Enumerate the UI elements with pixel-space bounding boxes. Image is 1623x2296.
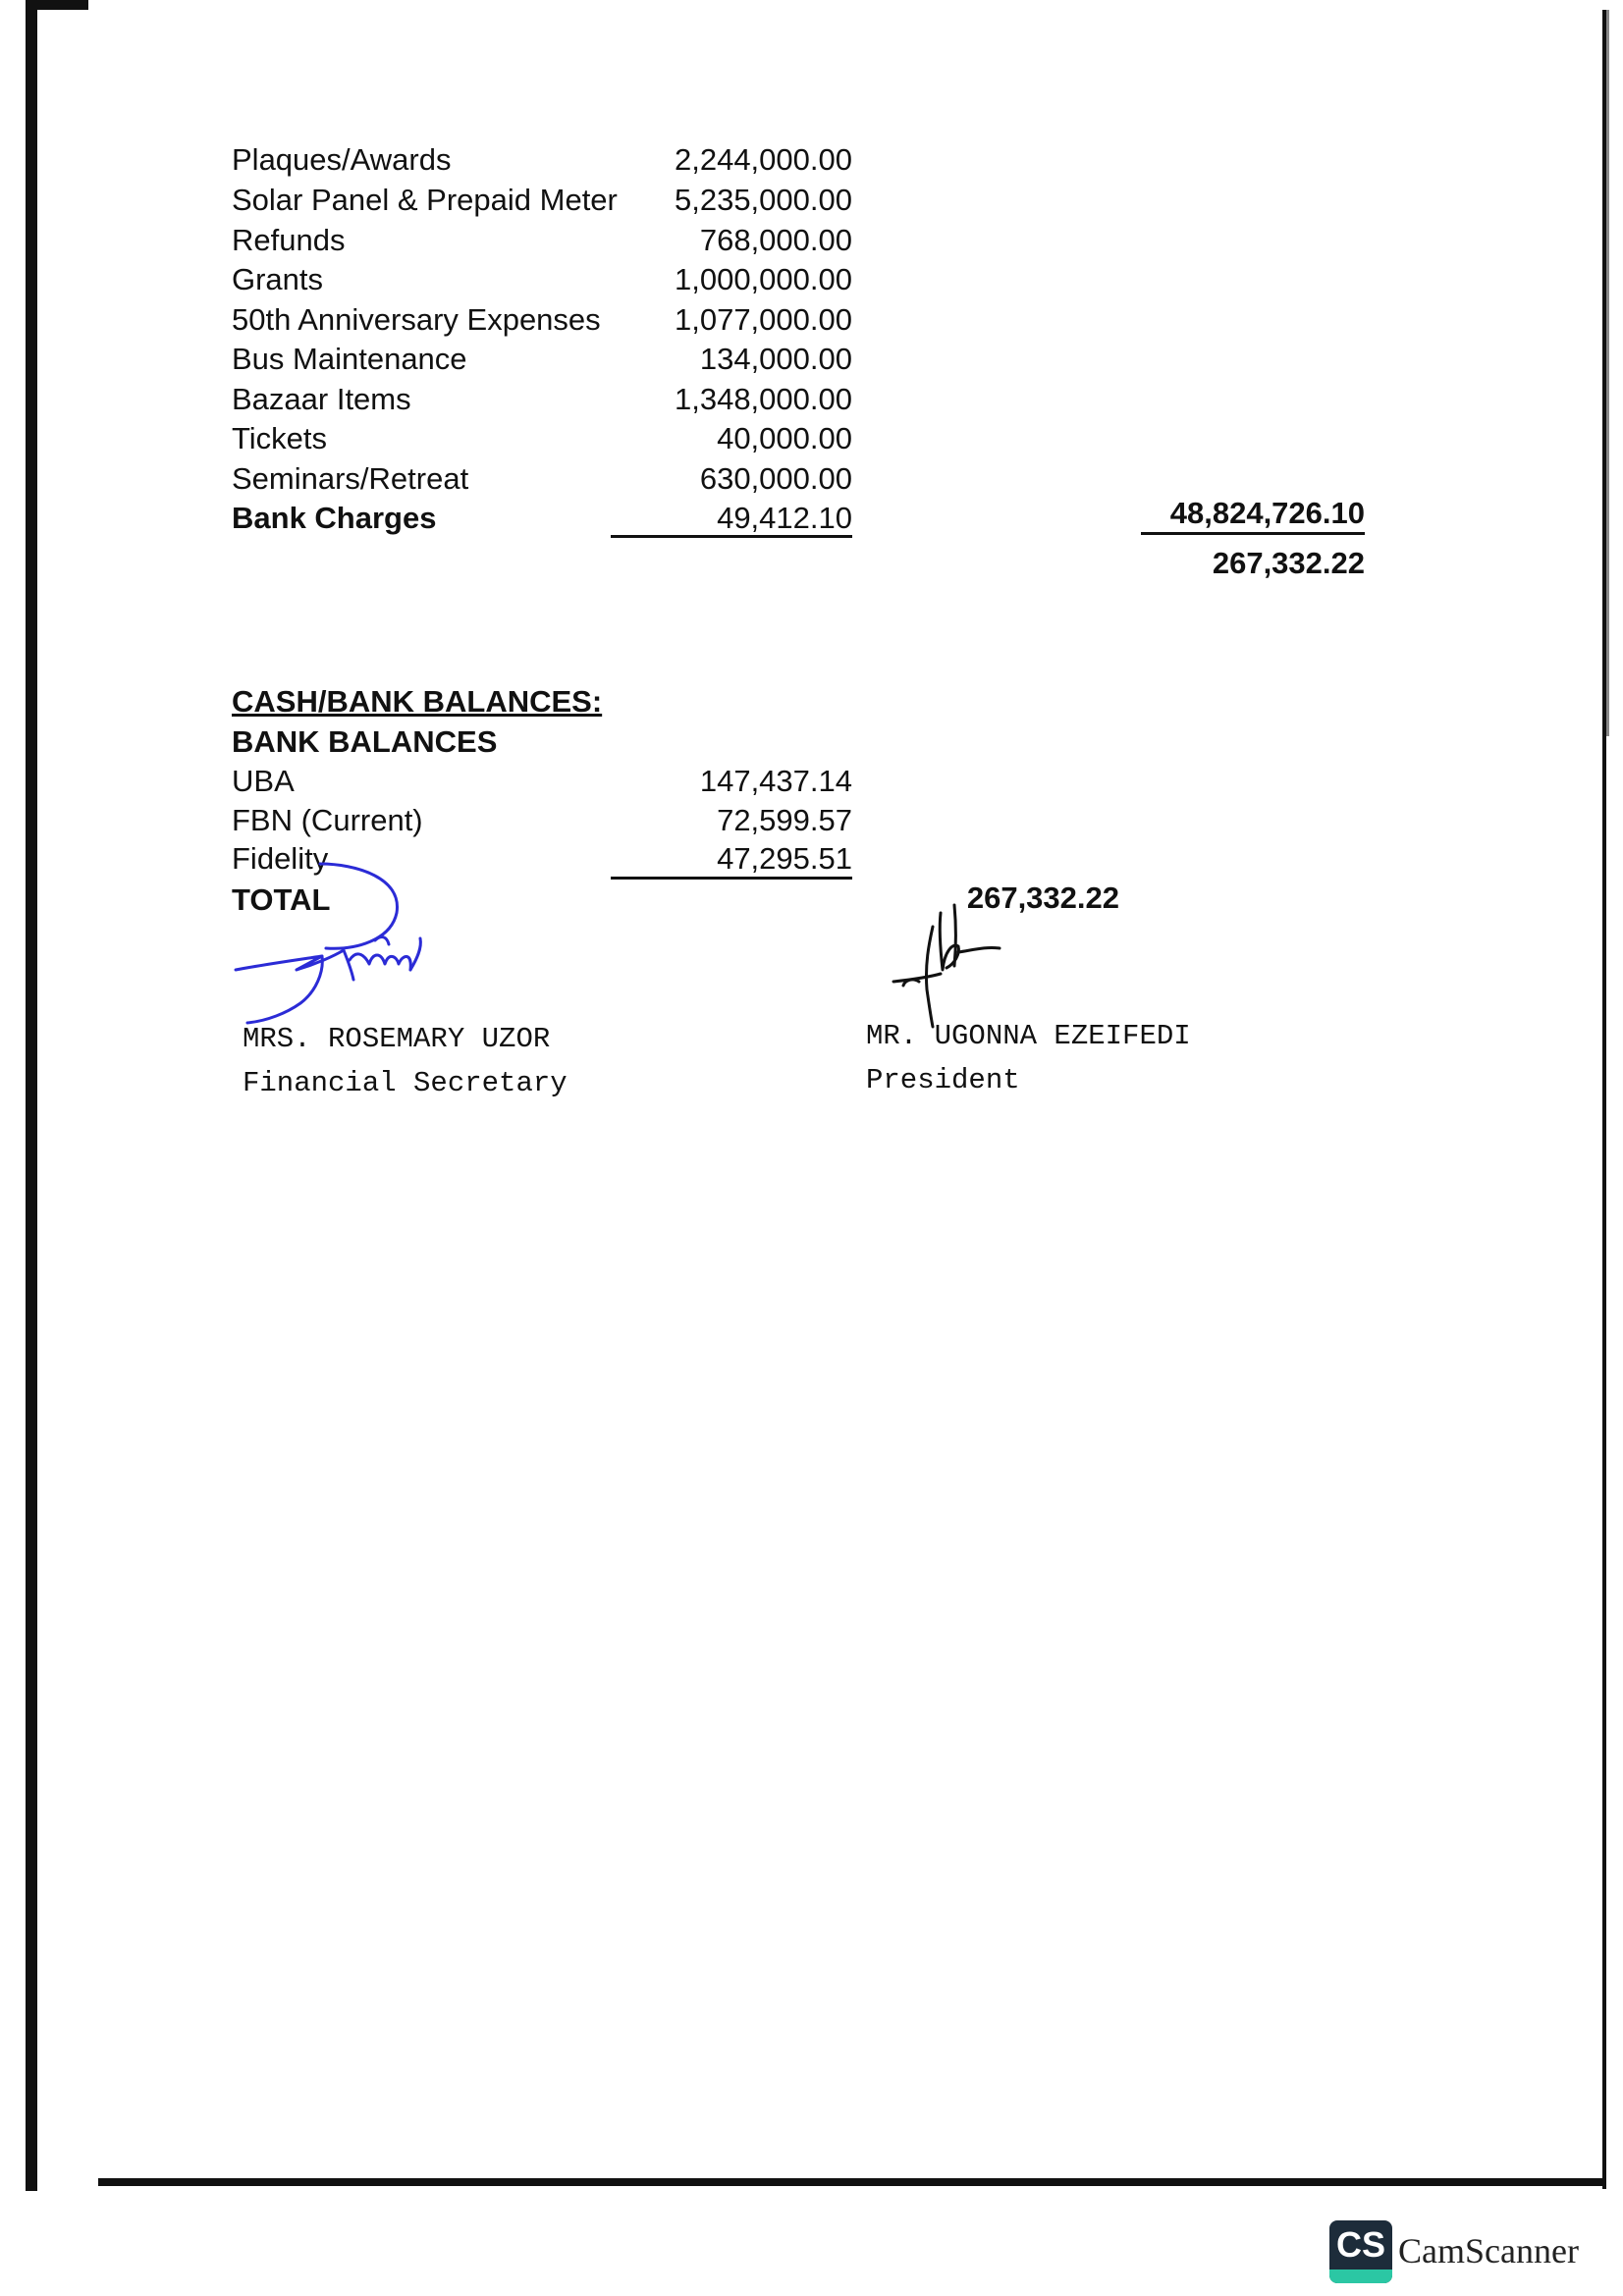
expense-label: Tickets	[232, 421, 328, 455]
expense-label: Solar Panel & Prepaid Meter	[232, 183, 618, 217]
expense-label: Plaques/Awards	[232, 142, 452, 177]
expense-amount: 630,000.00	[699, 461, 852, 496]
signatory-title: Financial Secretary	[243, 1067, 568, 1099]
expense-label: Seminars/Retreat	[232, 461, 469, 496]
scan-edge-right-shadow	[1606, 10, 1609, 736]
scan-edge-bottom	[98, 2178, 1606, 2186]
president-signature	[884, 883, 1031, 1031]
expense-amount: 49,412.10	[717, 501, 852, 535]
bank-amount: 147,437.14	[699, 764, 852, 798]
bank-amount: 72,599.57	[717, 803, 852, 837]
expense-label: Grants	[232, 262, 324, 296]
expense-amount: 2,244,000.00	[674, 142, 852, 177]
signatory-name: MR. UGONNA EZEIFEDI	[866, 1020, 1191, 1052]
camscanner-logo	[1329, 2220, 1392, 2283]
camscanner-logo-text: CS	[1335, 2224, 1385, 2265]
bank-amount: 47,295.51	[717, 841, 852, 876]
expenses-total: 48,824,726.10	[1169, 496, 1365, 530]
expense-amount: 134,000.00	[699, 342, 852, 376]
expense-amount: 5,235,000.00	[674, 183, 852, 217]
expense-label: 50th Anniversary Expenses	[232, 302, 601, 337]
expense-amount: 1,000,000.00	[674, 262, 852, 296]
expense-amount: 40,000.00	[717, 421, 852, 455]
bank-total-amount: 267,332.22	[966, 881, 1119, 915]
closing-balance: 267,332.22	[1212, 546, 1365, 580]
signatory-title: President	[866, 1064, 1020, 1096]
bank-subtotal-rule	[611, 877, 852, 880]
scan-edge-left	[26, 0, 37, 2191]
camscanner-label: CamScanner	[1398, 2231, 1579, 2270]
expense-amount: 1,348,000.00	[674, 382, 852, 416]
bank-label: FBN (Current)	[232, 803, 423, 837]
total-rule	[1141, 532, 1365, 535]
bank-label: Fidelity	[232, 841, 329, 876]
expense-label: Refunds	[232, 223, 346, 257]
signatory-name: MRS. ROSEMARY UZOR	[243, 1023, 551, 1055]
bank-total-label: TOTAL	[232, 882, 331, 917]
camscanner-logo-bar	[1329, 2269, 1392, 2283]
expense-label: Bus Maintenance	[232, 342, 467, 376]
expense-amount: 768,000.00	[699, 223, 852, 257]
bank-balances-subheading: BANK BALANCES	[232, 724, 498, 759]
expense-label: Bazaar Items	[232, 382, 411, 416]
cash-bank-heading: CASH/BANK BALANCES:	[232, 684, 603, 719]
subtotal-rule	[611, 535, 852, 538]
scan-edge-top	[26, 0, 88, 10]
bank-label: UBA	[232, 764, 295, 798]
financial-secretary-signature	[228, 854, 434, 1031]
expense-amount: 1,077,000.00	[674, 302, 852, 337]
expense-label: Bank Charges	[232, 501, 437, 535]
